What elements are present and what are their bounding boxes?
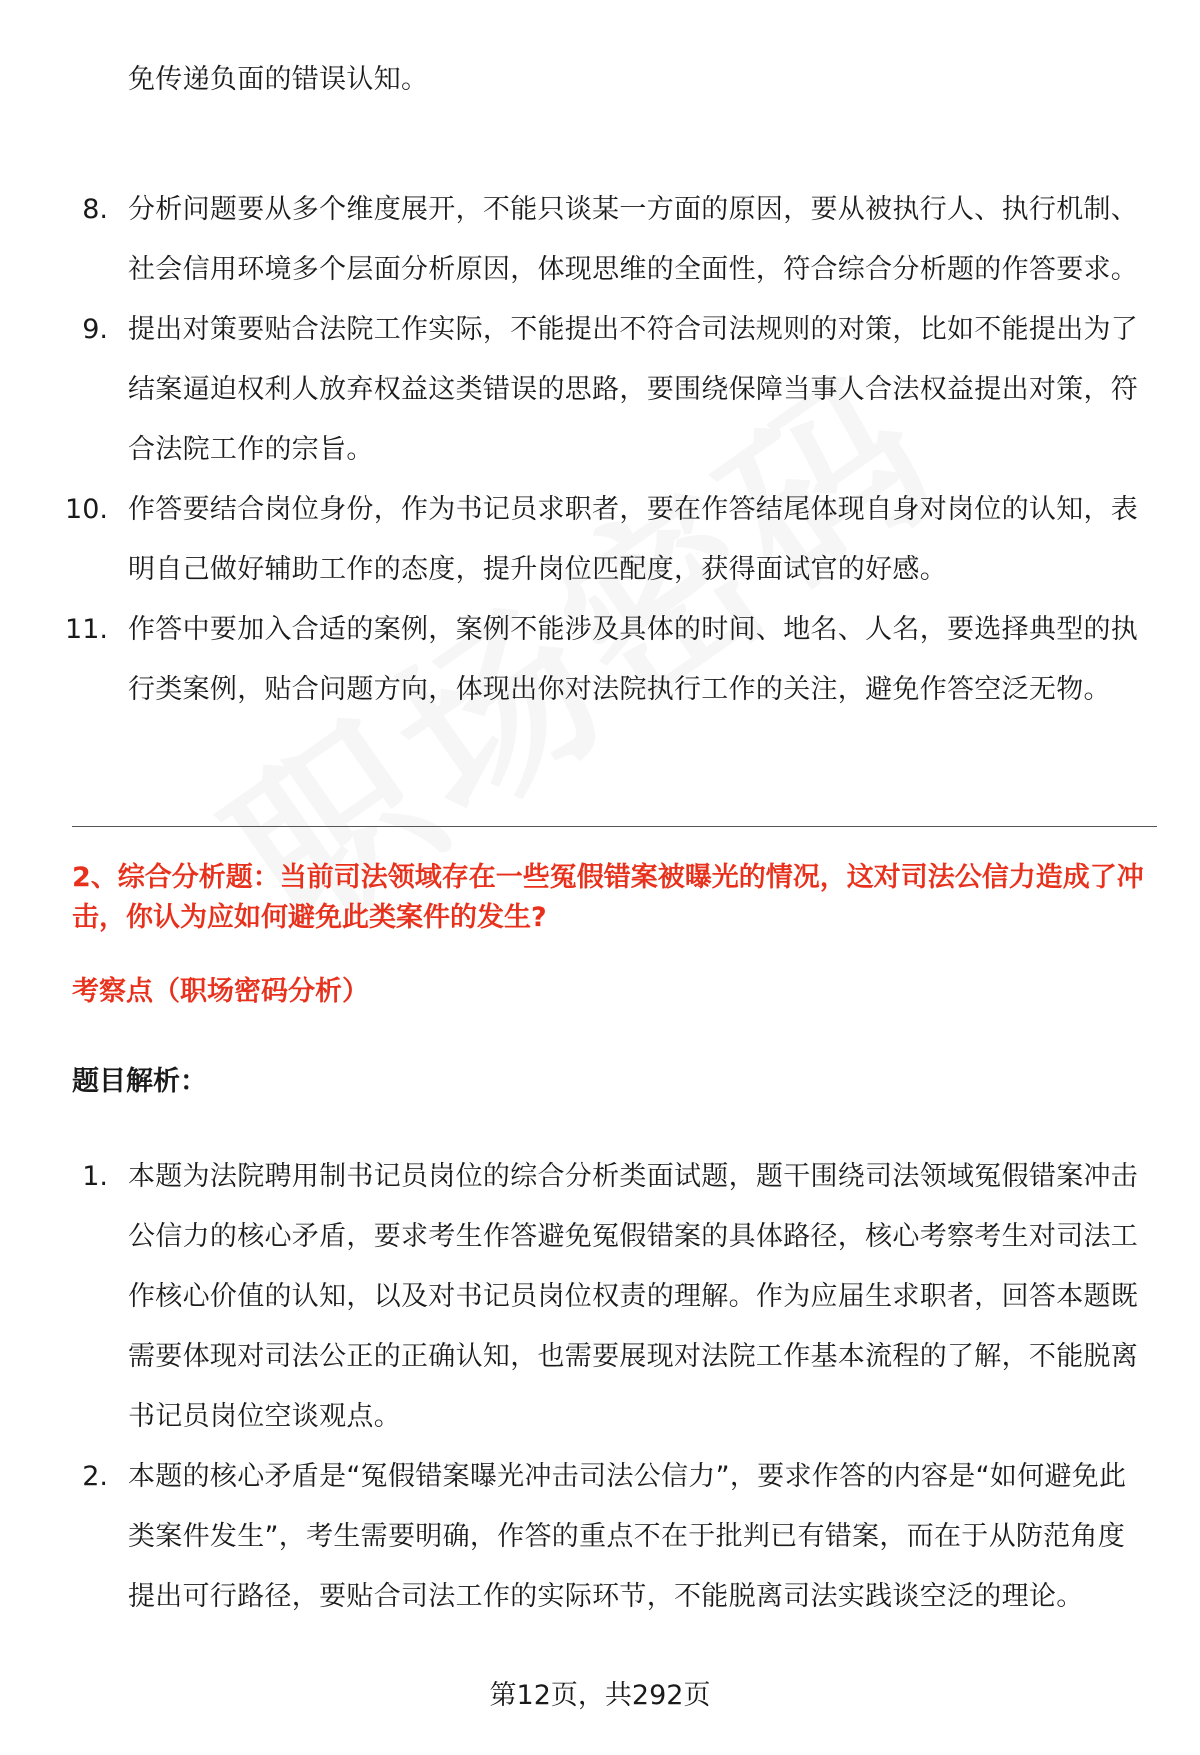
list-item bbox=[0, 1147, 1200, 1447]
list-item-text: 提出对策要贴合法院工作实际，不能提出不符合司法规则的对策，比如不能提出为了结案逼迫权利人放弃权益这类错误的思路，要围绕保障当事人合法权益提出对策，符合法院工作的宗旨。 bbox=[128, 314, 1139, 465]
list-item bbox=[0, 180, 1200, 300]
list-item-number: 8. bbox=[82, 194, 108, 225]
list-item-number: 11. bbox=[65, 614, 108, 645]
list-item bbox=[0, 480, 1200, 600]
analysis-heading: 题目解析： bbox=[72, 1066, 207, 1097]
list-item-text: 本题的核心矛盾是“冤假错案曝光冲击司法公信力”，要求作答的内容是“如何避免此类案件发生”，考生需要明确，作答的重点不在于批判已有错案，而在于从防范角度提出可行路径，要贴合司法工作的实际环节，不能脱离司法实践谈空泛的理论。 bbox=[128, 1461, 1127, 1612]
list-item-text: 本题为法院聘用制书记员岗位的综合分析类面试题，题干围绕司法领域冤假错案冲击公信力的核心矛盾，要求考生作答避免冤假错案的具体路径，核心考察考生对司法工作核心价值的认知，以及对书记员岗位权责的理解。作为应届生求职者，回答本题既需要体现对司法公正的正确认知，也需要展现对法院工作基本流程的了解，不能脱离书记员岗位空谈观点。 bbox=[128, 1161, 1139, 1432]
list-item-text: 作答要结合岗位身份，作为书记员求职者，要在作答结尾体现自身对岗位的认知，表明自己做好辅助工作的态度，提升岗位匹配度，获得面试官的好感。 bbox=[128, 494, 1139, 585]
analysis-list bbox=[0, 1147, 1200, 1627]
question-title: 2、综合分析题：当前司法领域存在一些冤假错案被曝光的情况，这对司法公信力造成了冲击，你认为应如何避免此类案件的发生? bbox=[72, 862, 1144, 933]
list-item-number: 1. bbox=[82, 1161, 108, 1192]
list-item bbox=[0, 600, 1200, 720]
list-item-number: 10. bbox=[65, 494, 108, 525]
page-number: 第12页，共292页 bbox=[489, 1680, 711, 1711]
continuation-text: 免传递负面的错误认知。 bbox=[128, 64, 429, 95]
list-item-text: 作答中要加入合适的案例，案例不能涉及具体的时间、地名、人名，要选择典型的执行类案例，贴合问题方向，体现出你对法院执行工作的关注，避免作答空泛无物。 bbox=[128, 614, 1139, 705]
list-item-number: 9. bbox=[82, 314, 108, 345]
list-item-number: 2. bbox=[82, 1461, 108, 1492]
list-item bbox=[0, 1447, 1200, 1627]
section-divider bbox=[72, 826, 1157, 827]
list-item bbox=[0, 300, 1200, 480]
exam-point-heading: 考察点（职场密码分析） bbox=[72, 976, 369, 1007]
tips-list bbox=[0, 180, 1200, 720]
list-item-text: 分析问题要从多个维度展开，不能只谈某一方面的原因，要从被执行人、执行机制、社会信用环境多个层面分析原因，体现思维的全面性，符合综合分析题的作答要求。 bbox=[128, 194, 1139, 285]
